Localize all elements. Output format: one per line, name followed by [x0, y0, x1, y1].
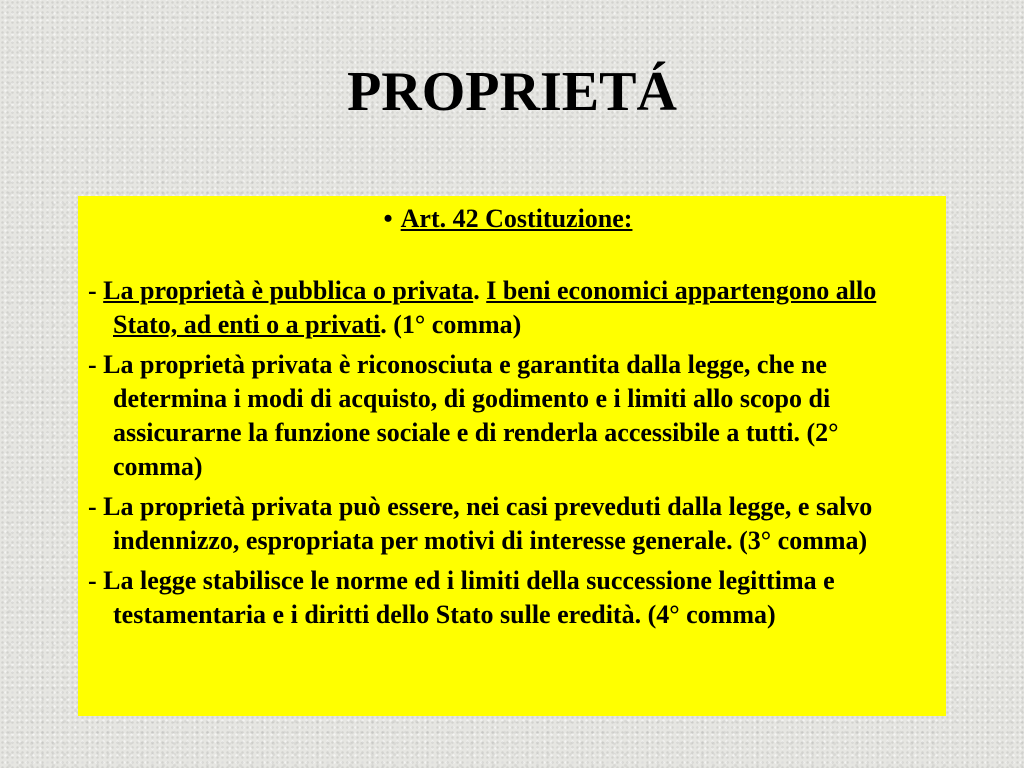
paragraph-1-separator: .: [473, 276, 487, 305]
article-heading-text: Art. 42 Costituzione:: [400, 204, 633, 233]
content-box: [78, 196, 946, 716]
paragraph-1-underlined-1: La proprietà è pubblica o privata: [103, 276, 474, 305]
paragraph-1-underlined-2: I beni economici appartengono allo Stato, ad enti o a privati: [113, 276, 877, 339]
bullet-icon: •: [383, 204, 393, 233]
paragraph-1-tail: . (1° comma): [380, 310, 522, 339]
paragraph-4: - La legge stabilisce le norme ed i limiti della successione legittima e testamentaria e i diritti dello Stato sulle eredità. (4° comma): [88, 566, 835, 629]
article-heading: [88, 202, 928, 236]
paragraph-2: - La proprietà privata è riconosciuta e garantita dalla legge, che ne determina i modi di acquisto, di godimento e i limiti allo scopo di assicurarne la funzione sociale e di renderla accessibile a tutti. (2° comma): [88, 350, 839, 481]
paragraph-1-dash: -: [88, 276, 104, 305]
paragraph-1: [88, 274, 928, 342]
slide-title: PROPRIETÁ: [347, 61, 677, 123]
paragraph-3: - La proprietà privata può essere, nei casi preveduti dalla legge, e salvo indennizzo, espropriata per motivi di interesse generale. (3° comma): [88, 492, 873, 555]
